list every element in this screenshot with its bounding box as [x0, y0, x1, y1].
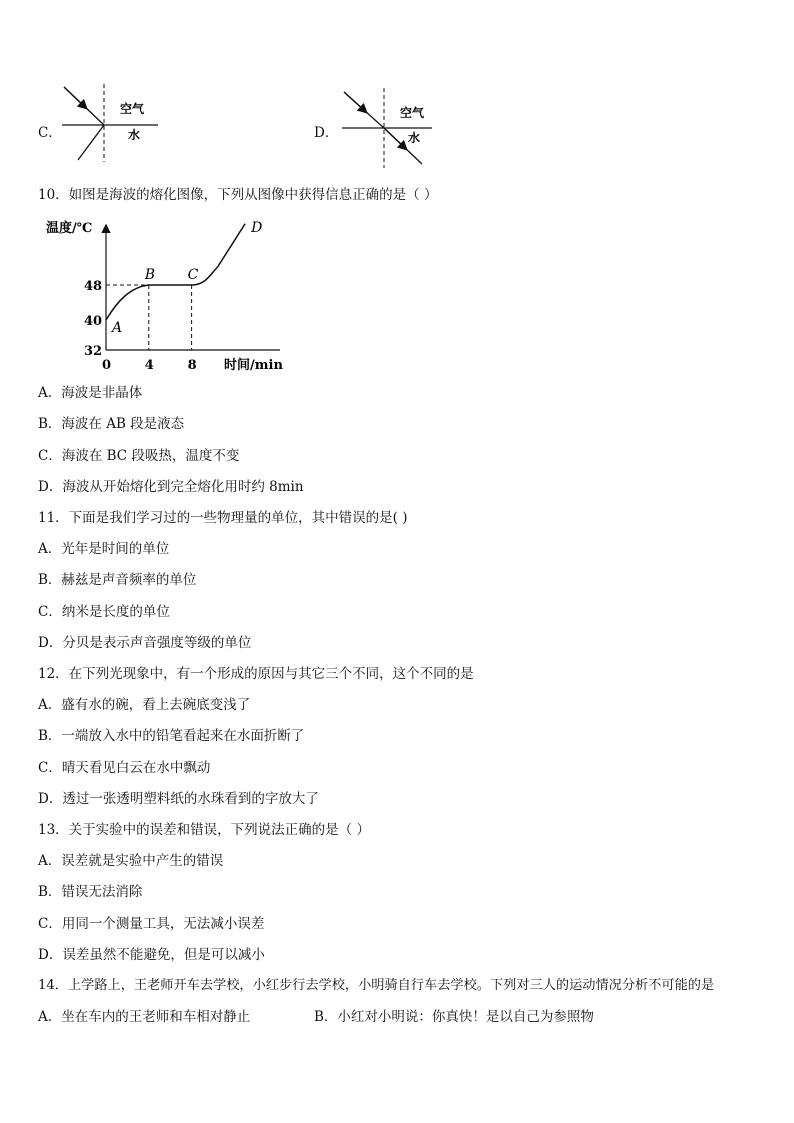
refraction-diagram-c [58, 82, 168, 164]
refracted-ray-c [78, 125, 104, 160]
y-tick-label: 40 [84, 314, 103, 329]
refraction-diagram-d [336, 86, 436, 170]
melting-curve-chart [40, 212, 300, 374]
option-c-label: C． [38, 125, 62, 141]
q13-option-a: A．误差就是实验中产生的错误 [38, 853, 224, 869]
x-tick-label: 4 [144, 358, 154, 373]
q12-option-b: B．一端放入水中的铅笔看起来在水面折断了 [38, 728, 305, 744]
point-label-b: B [144, 267, 156, 283]
q10-option-c: C．海波在 BC 段吸热，温度不变 [38, 448, 240, 464]
q13-option-b: B．错误无法消除 [38, 884, 143, 900]
y-axis-label: 温度/℃ [46, 221, 93, 236]
medium-water-c: 水 [128, 128, 141, 142]
medium-water-d: 水 [408, 131, 421, 145]
point-label-c: C [187, 267, 199, 283]
q11-option-d: D．分贝是表示声音强度等级的单位 [38, 635, 252, 651]
x-tick-label: 8 [187, 358, 197, 373]
question-10-stem: 10．如图是海波的熔化图像，下列从图像中获得信息正确的是（ ） [38, 187, 438, 203]
q12-option-d: D．透过一张透明塑料纸的水珠看到的字放大了 [38, 791, 319, 807]
point-label-d: D [251, 219, 263, 236]
q10-option-b: B．海波在 AB 段是液态 [38, 416, 185, 432]
question-14-stem: 14．上学路上，王老师开车去学校，小红步行去学校，小明骑自行车去学校。下列对三人的运动情况分析不可能的是 [38, 978, 715, 993]
x-tick-label: 0 [102, 358, 112, 373]
q11-option-b: B．赫兹是声音频率的单位 [38, 572, 197, 588]
melting-curve [106, 224, 245, 320]
q14-option-a: A．坐在车内的王老师和车相对静止 [38, 1009, 251, 1025]
x-axis-label: 时间/min [224, 358, 283, 373]
question-11-stem: 11．下面是我们学习过的一些物理量的单位，其中错误的是( ) [38, 510, 408, 526]
q14-option-b: B．小红对小明说：你真快！是以自己为参照物 [314, 1009, 594, 1025]
question-13-stem: 13．关于实验中的误差和错误，下列说法正确的是（ ） [38, 822, 370, 838]
q13-option-c: C．用同一个测量工具，无法减小误差 [38, 916, 265, 932]
q11-option-a: A．光年是时间的单位 [38, 541, 170, 557]
q12-option-c: C．晴天看见白云在水中飘动 [38, 760, 211, 776]
q10-option-a: A．海波是非晶体 [38, 385, 143, 401]
option-d-label: D． [314, 125, 339, 141]
y-tick-label: 32 [84, 344, 103, 359]
q10-option-d: D．海波从开始熔化到完全熔化用时约 8min [38, 479, 304, 495]
y-tick-label: 48 [84, 279, 103, 294]
q13-option-d: D．误差虽然不能避免，但是可以减小 [38, 947, 265, 963]
question-12-stem: 12．在下列光现象中，有一个形成的原因与其它三个不同，这个不同的是 [38, 666, 474, 682]
medium-air-d: 空气 [400, 106, 425, 120]
medium-air-c: 空气 [120, 102, 145, 116]
q11-option-c: C．纳米是长度的单位 [38, 604, 170, 620]
point-label-a: A [112, 320, 123, 336]
q12-option-a: A．盛有水的碗，看上去碗底变浅了 [38, 697, 251, 713]
